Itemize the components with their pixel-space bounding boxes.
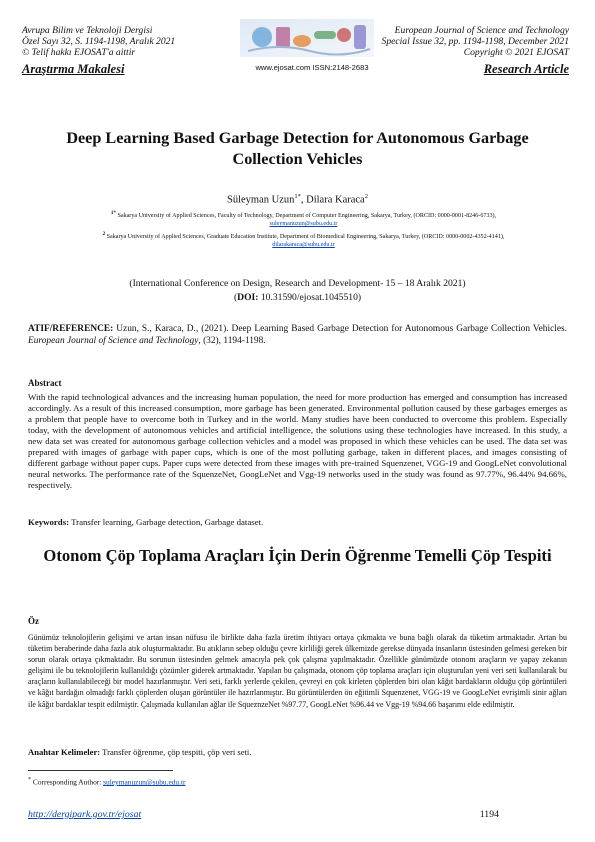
- doi-label: DOI:: [237, 292, 259, 303]
- keywords-text: Transfer learning, Garbage detection, Garbage dataset.: [69, 517, 264, 527]
- corresponding-email-link[interactable]: suleymanuzun@subu.edu.tr: [103, 777, 186, 787]
- journal-issn: www.ejosat.com ISSN:2148-2683: [255, 63, 369, 72]
- citation-label: ATIF/REFERENCE:: [28, 324, 114, 334]
- citation-text: Uzun, S., Karaca, D., (2021). Deep Learning Based Garbage Detection for Autonomous Garbage Collection Vehicles.: [113, 324, 567, 334]
- affiliation-mark: 2: [102, 232, 106, 237]
- header-left-line: Özel Sayı 32, S. 1194-1198, Aralık 2021: [22, 36, 176, 48]
- affiliation-text: Sakarya University of Applied Sciences, Graduate Education Institute, Department of Biomedical Engineering, Sakarya, Turkey, (ORCID: 0000-0002-4352-4141),: [106, 234, 505, 241]
- author-email-link[interactable]: suleymanuzun@subu.edu.tr: [269, 221, 338, 228]
- author-name: Dilara Karaca: [306, 194, 365, 206]
- footnote-text: Corresponding Author:: [31, 777, 104, 787]
- paper-title-turkish: Otonom Çöp Toplama Araçları İçin Derin Öğrenme Temelli Çöp Tespiti: [43, 546, 552, 565]
- anahtar-kelimeler-line: [28, 747, 567, 757]
- journal-url-link[interactable]: http://dergipark.gov.tr/ejosat: [28, 809, 142, 820]
- author-list: [60, 193, 535, 206]
- author-affiliation-mark: 2: [364, 193, 368, 200]
- journal-header: [22, 25, 569, 81]
- oz-body: Günümüz teknolojilerin gelişimi ve artan insan nüfusu ile birlikte daha fazla üretim ihtiyacı ortaya çıkmakta ve buna bağlı olarak da tüketim artmaktadır. Artan bu tüketim beraberinde daha fazla atık oluşturmaktadır. Bu atıkların sebep olduğu çevre kirliliği gerek ülkemizde gerekse dünyada insanların üstesinden gelmesi gereken bir sorun olarak ortaya çıkmaktadır. Bu sorunun üstesinden gelmek amacıyla pek çok çalışma yapılmaktadır. Özellikle günümüzde otonom araçların ve yapay zekanın gelişimi ile bu teknolojilerin kullanıldığı çözümler giderek artmaktadır. Yapılan bu çalışmada, otonom çöp toplama araçları için oluşturulan yeni veri seti kullanılarak bu araçların kullanılabileceği bir model hazırlanmıştır. Veri seti, farklı yerlerde çekilen, çevreyi en çok kirleten çöplerden biri olan kâğıt bardakların olduğu çöp görüntüleri ve kâğıt bardağın olmadığı farklı çöplerden oluşan görüntüler ile hazırlanmıştır. Bu görüntülerden ön eğitimli Squenzenet, VGG-19 ve GoogLeNet evrişimli sinir ağları ile kâğıt bardaklar tespit edilmiştir. Çalışmada kullanılan ağlar ile SqueznzeNet %97.77, GoogLeNet %96.44 ve Vgg-19 %94.66 başarımı elde edilmiştir.: [28, 633, 567, 709]
- author-email-link[interactable]: dilarakaraca@subu.edu.tr: [272, 242, 335, 249]
- affiliation-2: [34, 231, 573, 249]
- footnote-divider: [28, 770, 173, 771]
- oz-heading: Öz: [28, 616, 39, 626]
- anahtar-label: Anahtar Kelimeler:: [28, 747, 101, 757]
- article-type-tr: Araştırma Makalesi: [22, 61, 125, 76]
- header-right-line: European Journal of Science and Technology: [394, 25, 569, 36]
- affiliation-mark: 1*: [110, 211, 116, 216]
- abstract-heading: Abstract: [28, 378, 62, 388]
- article-type-en: Research Article: [483, 61, 569, 76]
- author-name: Süleyman Uzun: [227, 194, 295, 206]
- citation-journal: European Journal of Science and Technology: [28, 335, 199, 346]
- doi-value: 10.31590/ejosat.1045510): [258, 292, 362, 303]
- affiliation-text: Sakarya University of Applied Sciences, Faculty of Technology, Department of Computer Engineering, Sakarya, Turkey, (ORCID: 0000-0001-8246-6733),: [117, 213, 497, 220]
- paper-title: Deep Learning Based Garbage Detection for Autonomous Garbage Collection Vehicles: [66, 129, 529, 168]
- conference-note: (International Conference on Design, Research and Development- 15 – 18 Aralık 2021): [129, 278, 466, 289]
- footnote-mark: *: [28, 777, 32, 783]
- affiliation-1: [34, 210, 573, 228]
- page-number: 1194: [479, 809, 499, 820]
- header-right: [339, 25, 569, 76]
- abstract-body: With the rapid technological advances and the increasing human population, the need for more production has emerged and consumption has increased accordingly. As a result of this increased consumption, more garbage has been generated. Environmental pollution caused by these garbages emerges as a problem that people have to overcome both in Turkey and in the world. Many studies have been conducted to overcome this problem. Especially today, with the development of autonomous vehicles and artificial intelligence, the solutions using these technologies have increased. In this study, a new data set was created for autonomous garbage collection vehicles and a model was proposed in which these vehicles can be used. The data set was prepared with images of garbage with paper cups, which is one of the most polluting garbage, taken in different places, and images consisting of different garbage without paper cups. Paper cups were detected from these images with pre-trained Squenzenet, VGG-19 and GoogLeNet convolutional neural networks. The performance rate of the SquenzeNet, GoogLeNet and Vgg-19 networks used in the study was found as 97.77%, 96.44% 94.66%, respectively.: [28, 392, 567, 491]
- doi-open-paren: (: [233, 292, 238, 303]
- keywords-line: [28, 517, 567, 527]
- citation-block: [28, 324, 567, 348]
- header-left-line: © Telif hakkı EJOSAT'a aittir: [22, 47, 136, 59]
- header-left-line: Avrupa Bilim ve Teknoloji Dergisi: [22, 25, 153, 36]
- header-right-line: Copyright © 2021 EJOSAT: [463, 47, 569, 59]
- footnote: [28, 777, 567, 786]
- header-right-line: Special Issue 32, pp. 1194-1198, December 2021: [381, 36, 569, 48]
- keywords-label: Keywords:: [28, 517, 70, 527]
- author-affiliation-mark: 1*: [294, 193, 301, 200]
- anahtar-text: Transfer öğrenme, çöp tespiti, çöp veri seti.: [100, 747, 252, 757]
- doi-line: [40, 292, 555, 303]
- author-separator: ,: [300, 194, 307, 206]
- citation-tail: , (32), 1194-1198.: [198, 335, 266, 346]
- header-left: [22, 25, 242, 76]
